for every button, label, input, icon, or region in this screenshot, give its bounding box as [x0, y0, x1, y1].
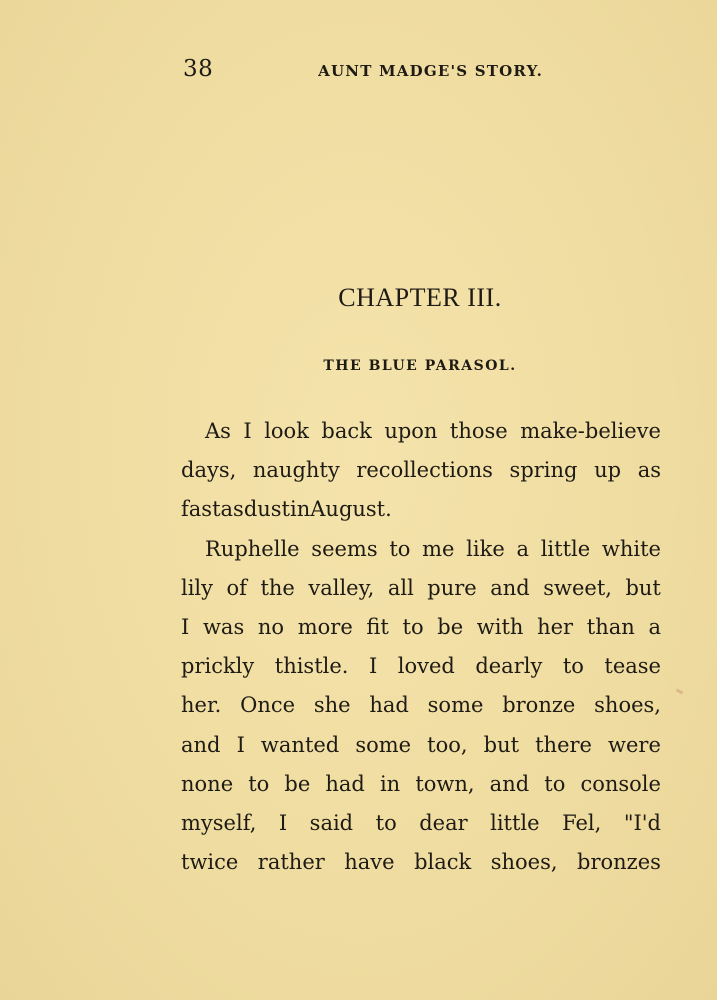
text-line — [181, 843, 661, 882]
word: but — [483, 732, 520, 757]
word: console — [580, 771, 661, 796]
word: back — [321, 419, 372, 443]
word: August. — [310, 497, 392, 522]
word: be — [284, 771, 311, 796]
word: of — [226, 575, 247, 600]
word: twice — [181, 850, 239, 875]
word: lily — [181, 575, 214, 600]
word: too, — [427, 732, 468, 757]
text-line — [181, 765, 661, 804]
word: to — [375, 810, 397, 835]
word: I — [181, 614, 190, 639]
text-line — [181, 726, 661, 765]
word: no — [257, 614, 285, 639]
word: like — [466, 536, 505, 561]
word: in — [290, 497, 311, 522]
word: fit — [366, 614, 389, 639]
word: but — [625, 575, 661, 600]
word: dust — [243, 497, 290, 522]
word: dear — [419, 810, 468, 835]
word: a — [648, 614, 661, 639]
word: "I'd — [623, 810, 661, 835]
word: some — [355, 732, 412, 757]
text-line — [181, 530, 661, 569]
paper-blemish — [676, 688, 684, 694]
word: more — [297, 614, 353, 639]
word: I — [243, 419, 252, 443]
word: none — [181, 771, 234, 796]
word: up — [594, 458, 622, 483]
word: than — [586, 614, 635, 639]
word: bronze — [502, 693, 576, 718]
word: as — [637, 458, 661, 483]
word: pure — [427, 575, 477, 600]
word: had — [325, 771, 365, 796]
word: have — [344, 850, 395, 875]
word: myself, — [181, 810, 257, 835]
word: there — [535, 732, 592, 757]
text-line — [181, 451, 661, 490]
word: thistle. — [274, 654, 349, 679]
word: white — [601, 536, 661, 561]
word: days, — [181, 458, 237, 483]
word: some — [427, 693, 484, 718]
chapter-title: CHAPTER III. — [338, 283, 502, 312]
word: those — [449, 419, 508, 443]
word: tease — [604, 654, 661, 679]
word: and — [489, 771, 530, 796]
word: look — [264, 419, 309, 443]
text-line — [181, 490, 661, 529]
word: a — [516, 536, 529, 561]
word: I — [236, 732, 245, 757]
word: seems — [311, 536, 378, 561]
text-line — [181, 569, 661, 608]
word: As — [205, 419, 231, 443]
word: Fel, — [562, 810, 602, 835]
word: were — [608, 732, 661, 757]
word: with — [476, 614, 524, 639]
word: and — [490, 575, 530, 600]
text-line — [181, 804, 661, 843]
word: dearly — [475, 654, 543, 679]
word: black — [414, 850, 472, 875]
text-line — [181, 608, 661, 647]
word: had — [369, 693, 409, 718]
word: her — [537, 614, 574, 639]
word: rather — [257, 850, 325, 875]
word: recollections — [356, 458, 493, 483]
word: I — [368, 654, 378, 679]
word: loved — [397, 654, 455, 679]
word: to — [248, 771, 270, 796]
word: me — [422, 536, 455, 561]
word: said — [309, 810, 354, 835]
word: all — [387, 575, 414, 600]
word: upon — [384, 419, 438, 443]
text-line — [181, 647, 661, 686]
word: I — [278, 810, 288, 835]
chapter-subtitle: THE BLUE PARASOL. — [323, 358, 517, 374]
word: bronzes — [577, 850, 661, 875]
word: valley, — [308, 575, 375, 600]
word: little — [540, 536, 591, 561]
text-line — [181, 412, 661, 451]
running-head — [183, 56, 543, 86]
word: town, — [415, 771, 475, 796]
word: fast — [181, 497, 221, 522]
body-text — [181, 412, 661, 882]
word: to — [389, 536, 411, 561]
word: Once — [240, 693, 296, 718]
text-line — [181, 686, 661, 725]
word: was — [202, 614, 245, 639]
word: shoes, — [490, 850, 558, 875]
word: she — [313, 693, 351, 718]
word: to — [402, 614, 424, 639]
word: be — [437, 614, 464, 639]
word: to — [562, 654, 584, 679]
word: her. — [181, 693, 222, 718]
word: and — [181, 732, 221, 757]
running-title: AUNT MADGE'S STORY. — [318, 62, 543, 80]
word: naughty — [252, 458, 340, 483]
word: the — [260, 575, 295, 600]
word: spring — [509, 458, 578, 483]
word: as — [220, 497, 244, 522]
word: Ruphelle — [205, 536, 300, 561]
word: make-believe — [520, 419, 661, 443]
word: little — [490, 810, 540, 835]
word: shoes, — [594, 693, 661, 718]
page-number: 38 — [183, 56, 214, 82]
word: sweet, — [543, 575, 612, 600]
word: to — [544, 771, 566, 796]
word: prickly — [181, 654, 255, 679]
word: in — [379, 771, 401, 796]
word: wanted — [260, 732, 340, 757]
